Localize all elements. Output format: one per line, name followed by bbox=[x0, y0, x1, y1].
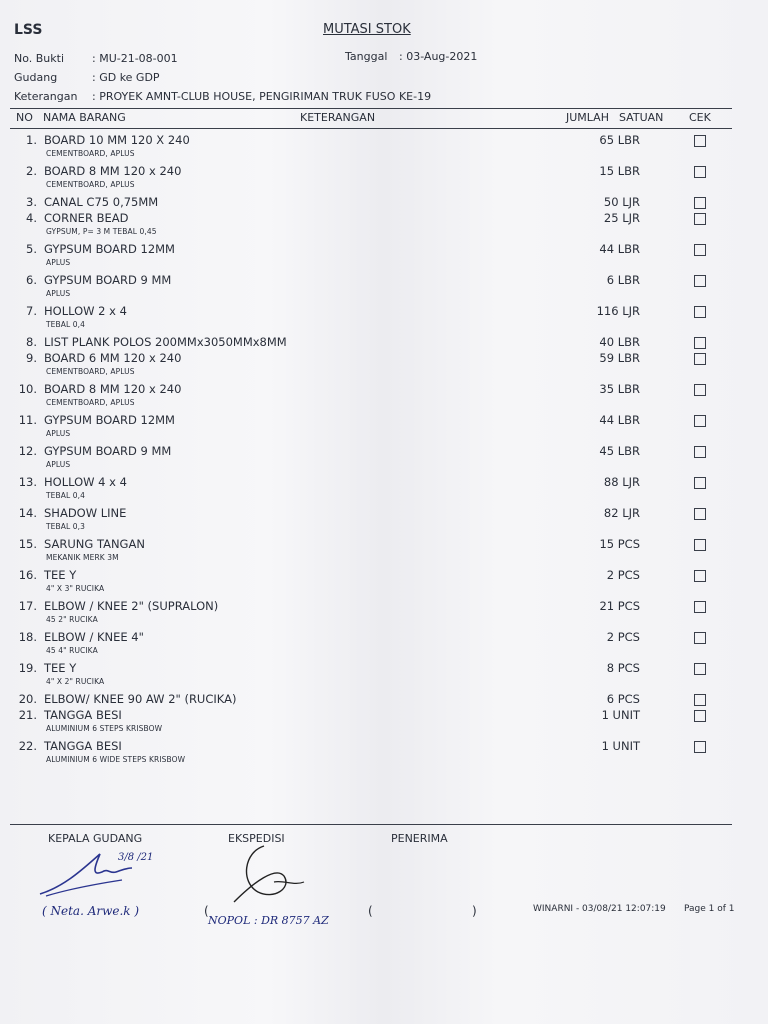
item-number: 21. bbox=[18, 708, 37, 722]
item-name: TEE Y bbox=[44, 661, 77, 675]
item-quantity: 6 PCS bbox=[606, 692, 640, 706]
item-description: ALUMINIUM 6 STEPS KRISBOW bbox=[46, 724, 163, 733]
item-description: 4" X 2" RUCIKA bbox=[46, 677, 105, 686]
cek-checkbox[interactable] bbox=[694, 663, 706, 675]
item-name: HOLLOW 2 x 4 bbox=[44, 304, 127, 318]
item-quantity: 35 LBR bbox=[599, 382, 640, 396]
keterangan-label: Keterangan bbox=[14, 90, 78, 103]
item-number: 19. bbox=[18, 661, 37, 675]
cek-checkbox[interactable] bbox=[694, 197, 706, 209]
kepala-gudang-label: KEPALA GUDANG bbox=[48, 832, 143, 845]
item-number: 10. bbox=[18, 382, 37, 396]
list-item bbox=[0, 242, 768, 272]
list-item bbox=[0, 599, 768, 629]
list-item bbox=[0, 382, 768, 412]
item-quantity: 8 PCS bbox=[606, 661, 640, 675]
item-name: BOARD 8 MM 120 x 240 bbox=[44, 382, 182, 396]
item-description: APLUS bbox=[46, 460, 71, 469]
cek-checkbox[interactable] bbox=[694, 508, 706, 520]
cek-checkbox[interactable] bbox=[694, 306, 706, 318]
col-header-satuan: SATUAN bbox=[619, 111, 664, 124]
item-name: SARUNG TANGAN bbox=[44, 537, 145, 551]
item-number: 5. bbox=[26, 242, 37, 256]
table-header-rule bbox=[10, 128, 732, 129]
item-name: BOARD 6 MM 120 x 240 bbox=[44, 351, 182, 365]
item-name: CANAL C75 0,75MM bbox=[44, 195, 159, 209]
item-number: 11. bbox=[18, 413, 37, 427]
list-item bbox=[0, 630, 768, 660]
list-item bbox=[0, 413, 768, 443]
item-number: 20. bbox=[18, 692, 37, 706]
item-number: 8. bbox=[26, 335, 37, 349]
item-number: 6. bbox=[26, 273, 37, 287]
document-title: MUTASI STOK bbox=[323, 22, 411, 37]
ekspedisi-paren-open: ( bbox=[204, 904, 209, 918]
item-description: CEMENTBOARD, APLUS bbox=[46, 367, 135, 376]
item-name: GYPSUM BOARD 9 MM bbox=[44, 444, 172, 458]
col-header-jumlah: JUMLAH bbox=[566, 111, 609, 124]
list-item bbox=[0, 133, 768, 163]
gudang-label: Gudang bbox=[14, 71, 58, 84]
item-number: 12. bbox=[18, 444, 37, 458]
item-number: 15. bbox=[18, 537, 37, 551]
no-bukti-value: : MU-21-08-001 bbox=[92, 52, 178, 65]
list-item bbox=[0, 506, 768, 536]
item-quantity: 25 LJR bbox=[603, 211, 640, 225]
printed-by: WINARNI - 03/08/21 12:07:19 bbox=[533, 904, 666, 914]
list-item bbox=[0, 537, 768, 567]
cek-checkbox[interactable] bbox=[694, 710, 706, 722]
item-quantity: 2 PCS bbox=[606, 568, 640, 582]
item-quantity: 2 PCS bbox=[606, 630, 640, 644]
item-quantity: 21 PCS bbox=[599, 599, 640, 613]
penerima-label: PENERIMA bbox=[391, 832, 448, 845]
ekspedisi-label: EKSPEDISI bbox=[228, 832, 285, 845]
cek-checkbox[interactable] bbox=[694, 275, 706, 287]
page-indicator: Page 1 of 1 bbox=[684, 904, 735, 914]
item-name: ELBOW / KNEE 2" (SUPRALON) bbox=[44, 599, 219, 613]
list-item bbox=[0, 164, 768, 194]
item-quantity: 15 PCS bbox=[599, 537, 640, 551]
item-description: APLUS bbox=[46, 258, 71, 267]
item-description: APLUS bbox=[46, 289, 71, 298]
no-bukti-label: No. Bukti bbox=[14, 52, 65, 65]
item-number: 4. bbox=[26, 211, 37, 225]
item-description: APLUS bbox=[46, 429, 71, 438]
item-name: ELBOW/ KNEE 90 AW 2" (RUCIKA) bbox=[44, 692, 237, 706]
ekspedisi-signature bbox=[214, 842, 334, 912]
item-description: TEBAL 0,4 bbox=[46, 491, 85, 500]
list-item bbox=[0, 739, 768, 769]
item-description: 45 4" RUCIKA bbox=[46, 646, 98, 655]
item-quantity: 44 LBR bbox=[599, 242, 640, 256]
signature-top-rule bbox=[10, 824, 732, 825]
item-name: GYPSUM BOARD 12MM bbox=[44, 242, 175, 256]
nopol-note: NOPOL : DR 8757 AZ bbox=[208, 914, 329, 927]
list-item bbox=[0, 475, 768, 505]
item-number: 2. bbox=[26, 164, 37, 178]
cek-checkbox[interactable] bbox=[694, 337, 706, 349]
list-item bbox=[0, 211, 768, 241]
company-logo-text: LSS bbox=[14, 22, 43, 38]
item-number: 9. bbox=[26, 351, 37, 365]
col-header-nama-barang: NAMA BARANG bbox=[43, 111, 126, 124]
item-number: 17. bbox=[18, 599, 37, 613]
item-number: 18. bbox=[18, 630, 37, 644]
item-name: GYPSUM BOARD 12MM bbox=[44, 413, 175, 427]
cek-checkbox[interactable] bbox=[694, 384, 706, 396]
item-name: GYPSUM BOARD 9 MM bbox=[44, 273, 172, 287]
kepala-gudang-name: ( Neta. Arwe.k ) bbox=[42, 904, 140, 918]
penerima-paren-open: ( bbox=[368, 904, 373, 918]
item-quantity: 65 LBR bbox=[599, 133, 640, 147]
cek-checkbox[interactable] bbox=[694, 601, 706, 613]
item-description: MEKANIK MERK 3M bbox=[46, 553, 119, 562]
cek-checkbox[interactable] bbox=[694, 415, 706, 427]
cek-checkbox[interactable] bbox=[694, 741, 706, 753]
item-quantity: 59 LBR bbox=[599, 351, 640, 365]
item-name: BOARD 8 MM 120 x 240 bbox=[44, 164, 182, 178]
cek-checkbox[interactable] bbox=[694, 694, 706, 706]
item-description: TEBAL 0,3 bbox=[46, 522, 85, 531]
list-item bbox=[0, 568, 768, 598]
list-item bbox=[0, 304, 768, 334]
item-name: ELBOW / KNEE 4" bbox=[44, 630, 144, 644]
col-header-keterangan: KETERANGAN bbox=[300, 111, 376, 124]
item-number: 13. bbox=[18, 475, 37, 489]
item-quantity: 1 UNIT bbox=[601, 739, 640, 753]
item-quantity: 45 LBR bbox=[599, 444, 640, 458]
item-number: 14. bbox=[18, 506, 37, 520]
gudang-value: : GD ke GDP bbox=[92, 71, 160, 84]
cek-checkbox[interactable] bbox=[694, 632, 706, 644]
table-top-rule bbox=[10, 108, 732, 109]
list-item bbox=[0, 708, 768, 738]
cek-checkbox[interactable] bbox=[694, 244, 706, 256]
col-header-no: NO bbox=[16, 111, 33, 124]
cek-checkbox[interactable] bbox=[694, 213, 706, 225]
item-name: TEE Y bbox=[44, 568, 77, 582]
item-number: 7. bbox=[26, 304, 37, 318]
col-header-cek: CEK bbox=[689, 111, 711, 124]
cek-checkbox[interactable] bbox=[694, 539, 706, 551]
item-quantity: 6 LBR bbox=[606, 273, 640, 287]
item-quantity: 50 LJR bbox=[603, 195, 640, 209]
cek-checkbox[interactable] bbox=[694, 570, 706, 582]
item-quantity: 44 LBR bbox=[599, 413, 640, 427]
tanggal-value: : 03-Aug-2021 bbox=[399, 50, 478, 63]
item-description: CEMENTBOARD, APLUS bbox=[46, 149, 135, 158]
item-name: TANGGA BESI bbox=[44, 739, 122, 753]
tanggal-label: Tanggal bbox=[345, 50, 388, 63]
penerima-paren-close: ) bbox=[472, 904, 477, 918]
item-name: BOARD 10 MM 120 X 240 bbox=[44, 133, 190, 147]
item-quantity: 40 LBR bbox=[599, 335, 640, 349]
kepala-gudang-date-note: 3/8 /21 bbox=[118, 852, 154, 863]
cek-checkbox[interactable] bbox=[694, 446, 706, 458]
item-description: CEMENTBOARD, APLUS bbox=[46, 180, 135, 189]
item-number: 1. bbox=[26, 133, 37, 147]
item-description: CEMENTBOARD, APLUS bbox=[46, 398, 135, 407]
item-description: GYPSUM, P= 3 M TEBAL 0,45 bbox=[46, 227, 157, 236]
list-item bbox=[0, 273, 768, 303]
item-quantity: 82 LJR bbox=[603, 506, 640, 520]
item-quantity: 15 LBR bbox=[599, 164, 640, 178]
item-number: 22. bbox=[18, 739, 37, 753]
item-quantity: 88 LJR bbox=[603, 475, 640, 489]
item-description: ALUMINIUM 6 WIDE STEPS KRISBOW bbox=[46, 755, 186, 764]
item-number: 16. bbox=[18, 568, 37, 582]
list-item bbox=[0, 351, 768, 381]
item-name: CORNER BEAD bbox=[44, 211, 129, 225]
item-description: 45 2" RUCIKA bbox=[46, 615, 98, 624]
item-name: HOLLOW 4 x 4 bbox=[44, 475, 127, 489]
list-item bbox=[0, 444, 768, 474]
cek-checkbox[interactable] bbox=[694, 353, 706, 365]
keterangan-value: : PROYEK AMNT-CLUB HOUSE, PENGIRIMAN TRUK FUSO KE-19 bbox=[92, 90, 432, 103]
item-name: TANGGA BESI bbox=[44, 708, 122, 722]
item-quantity: 116 LJR bbox=[596, 304, 640, 318]
item-number: 3. bbox=[26, 195, 37, 209]
item-name: LIST PLANK POLOS 200MMx3050MMx8MM bbox=[44, 335, 287, 349]
cek-checkbox[interactable] bbox=[694, 166, 706, 178]
item-name: SHADOW LINE bbox=[44, 506, 127, 520]
list-item bbox=[0, 661, 768, 691]
cek-checkbox[interactable] bbox=[694, 135, 706, 147]
cek-checkbox[interactable] bbox=[694, 477, 706, 489]
item-description: TEBAL 0,4 bbox=[46, 320, 85, 329]
item-quantity: 1 UNIT bbox=[601, 708, 640, 722]
item-description: 4" X 3" RUCIKA bbox=[46, 584, 105, 593]
